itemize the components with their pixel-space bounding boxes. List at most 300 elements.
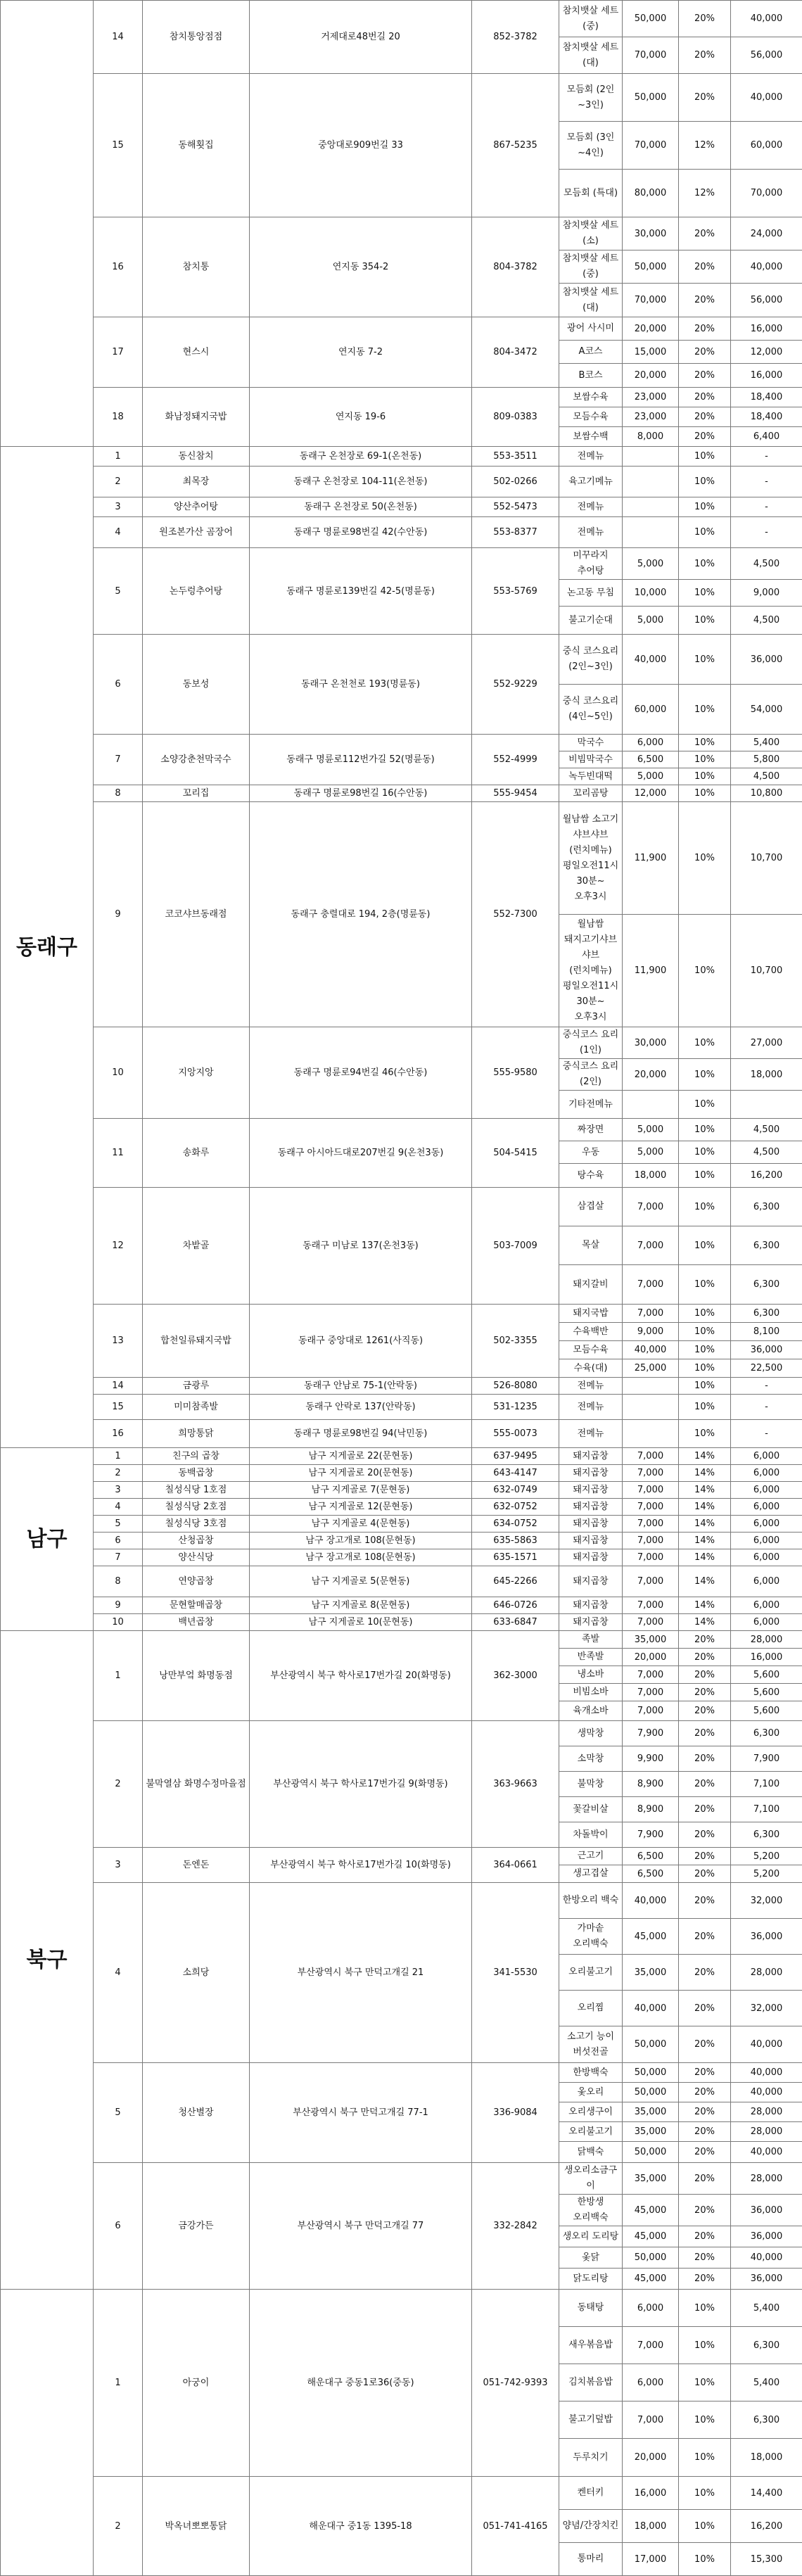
- menu-item: 전메뉴: [559, 1395, 623, 1420]
- discount-rate: 20%: [679, 1649, 731, 1666]
- menu-item: 돼지곱창: [559, 1614, 623, 1631]
- menu-item: 목살: [559, 1226, 623, 1265]
- table-row: [1, 1549, 802, 1566]
- store-number: 5: [94, 2063, 143, 2163]
- table-row: [1, 388, 802, 407]
- sale-price: 36,000: [731, 2226, 802, 2247]
- regular-price: 8,900: [623, 1772, 679, 1797]
- store-name: 양산식당: [143, 1549, 250, 1566]
- sale-price: 16,000: [731, 317, 802, 341]
- regular-price: 7,900: [623, 1822, 679, 1848]
- discount-rate: 14%: [679, 1448, 731, 1465]
- discount-rate: 20%: [679, 2122, 731, 2142]
- store-name: 문현할매곱창: [143, 1597, 250, 1614]
- menu-item: 모듬수육: [559, 407, 623, 427]
- store-name: 지앙지앙: [143, 1027, 250, 1119]
- discount-rate: 10%: [679, 1323, 731, 1341]
- menu-item: 근고기: [559, 1848, 623, 1865]
- store-phone: 553-8377: [472, 517, 559, 548]
- sale-price: 6,000: [731, 1566, 802, 1597]
- regular-price: 7,000: [623, 1684, 679, 1701]
- regular-price: 23,000: [623, 407, 679, 427]
- store-phone: 552-7300: [472, 802, 559, 1027]
- discount-rate: 10%: [679, 1141, 731, 1164]
- store-phone: 852-3782: [472, 1, 559, 74]
- sale-price: 28,000: [731, 2163, 802, 2195]
- store-name: 연양곱창: [143, 1566, 250, 1597]
- regular-price: 40,000: [623, 1991, 679, 2026]
- regular-price: 20,000: [623, 1059, 679, 1091]
- regular-price: 50,000: [623, 1, 679, 37]
- regular-price: 11,900: [623, 802, 679, 915]
- store-name: 아궁이: [143, 2290, 250, 2477]
- sale-price: 40,000: [731, 2142, 802, 2163]
- regular-price: [623, 1091, 679, 1119]
- discount-rate: 10%: [679, 1091, 731, 1119]
- regular-price: 45,000: [623, 1919, 679, 1955]
- regular-price: 7,000: [623, 1666, 679, 1684]
- sale-price: [731, 1091, 802, 1119]
- store-address: 남구 지게골로 7(문현동): [250, 1482, 472, 1499]
- sale-price: 9,000: [731, 580, 802, 607]
- store-address: 동래구 충렬대로 194, 2층(명륜동): [250, 802, 472, 1027]
- store-name: 돈엔돈: [143, 1848, 250, 1883]
- store-number: 4: [94, 1499, 143, 1516]
- menu-item: 중식코스 요리(1인): [559, 1027, 623, 1059]
- sale-price: 28,000: [731, 1955, 802, 1991]
- store-phone: 552-4999: [472, 735, 559, 785]
- menu-item: 중식코스 요리(2인): [559, 1059, 623, 1091]
- regular-price: 20,000: [623, 364, 679, 388]
- store-name: 화남정돼지국밥: [143, 388, 250, 447]
- sale-price: 56,000: [731, 284, 802, 317]
- menu-item: 돼지곱창: [559, 1566, 623, 1597]
- table-row: [1, 1482, 802, 1499]
- regular-price: 7,000: [623, 1533, 679, 1549]
- store-phone: 503-7009: [472, 1188, 559, 1305]
- sale-price: 40,000: [731, 2083, 802, 2102]
- menu-item: 육고기메뉴: [559, 467, 623, 497]
- regular-price: 50,000: [623, 2063, 679, 2083]
- store-name: 박옥녀뽀뽀통닭: [143, 2477, 250, 2576]
- store-number: 9: [94, 1597, 143, 1614]
- discount-rate: 10%: [679, 1059, 731, 1091]
- sale-price: 36,000: [731, 1341, 802, 1359]
- sale-price: 6,000: [731, 1499, 802, 1516]
- store-name: 참치통앙점점: [143, 1, 250, 74]
- discount-rate: 20%: [679, 2083, 731, 2102]
- regular-price: 11,900: [623, 915, 679, 1027]
- regular-price: [623, 467, 679, 497]
- menu-item: 모듬수육: [559, 1341, 623, 1359]
- discount-rate: 20%: [679, 1822, 731, 1848]
- discount-rate: 10%: [679, 1420, 731, 1448]
- discount-rate: 10%: [679, 1341, 731, 1359]
- store-number: 15: [94, 74, 143, 217]
- store-number: 16: [94, 1420, 143, 1448]
- regular-price: [623, 497, 679, 517]
- district-cell: 남구: [1, 1448, 94, 1631]
- menu-item: 동태탕: [559, 2290, 623, 2327]
- menu-item: 참치뱃살 세트(대): [559, 284, 623, 317]
- menu-item: 참치뱃살 세트(대): [559, 37, 623, 74]
- store-number: 15: [94, 1395, 143, 1420]
- sale-price: 4,500: [731, 607, 802, 635]
- regular-price: 18,000: [623, 2510, 679, 2543]
- menu-item: 반족발: [559, 1649, 623, 1666]
- store-address: 남구 지게골로 20(문현동): [250, 1465, 472, 1482]
- sale-price: 5,600: [731, 1666, 802, 1684]
- store-number: 9: [94, 802, 143, 1027]
- discount-rate: 20%: [679, 1666, 731, 1684]
- store-phone: 635-1571: [472, 1549, 559, 1566]
- regular-price: 7,000: [623, 2327, 679, 2364]
- discount-rate: 10%: [679, 1395, 731, 1420]
- discount-rate: 14%: [679, 1499, 731, 1516]
- store-number: 3: [94, 497, 143, 517]
- regular-price: 45,000: [623, 2226, 679, 2247]
- sale-price: 40,000: [731, 74, 802, 122]
- regular-price: 23,000: [623, 388, 679, 407]
- regular-price: 18,000: [623, 1164, 679, 1188]
- menu-item: 양념/간장치킨: [559, 2510, 623, 2543]
- menu-item: 냉소바: [559, 1666, 623, 1684]
- store-name: 최목장: [143, 467, 250, 497]
- store-address: 동래구 온천장로 69-1(온천동): [250, 447, 472, 467]
- sale-price: 16,200: [731, 2510, 802, 2543]
- sale-price: 4,500: [731, 548, 802, 580]
- table-row: [1, 2063, 802, 2083]
- sale-price: 36,000: [731, 1919, 802, 1955]
- store-number: 18: [94, 388, 143, 447]
- regular-price: 6,000: [623, 735, 679, 751]
- sale-price: 7,100: [731, 1772, 802, 1797]
- discount-rate: 10%: [679, 548, 731, 580]
- table-row: [1, 1188, 802, 1226]
- store-address: 동래구 중앙대로 1261(사직동): [250, 1305, 472, 1378]
- discount-rate: 20%: [679, 427, 731, 447]
- discount-rate: 20%: [679, 2269, 731, 2290]
- regular-price: [623, 517, 679, 548]
- store-name: 송화루: [143, 1119, 250, 1188]
- discount-rate: 20%: [679, 1746, 731, 1772]
- store-phone: 332-2842: [472, 2163, 559, 2290]
- regular-price: 7,000: [623, 1701, 679, 1721]
- regular-price: 7,000: [623, 1226, 679, 1265]
- regular-price: 7,000: [623, 1482, 679, 1499]
- sale-price: 10,700: [731, 802, 802, 915]
- discount-rate: 10%: [679, 1164, 731, 1188]
- discount-rate: 10%: [679, 580, 731, 607]
- discount-rate: 20%: [679, 1883, 731, 1919]
- store-number: 11: [94, 1119, 143, 1188]
- menu-item: 전메뉴: [559, 497, 623, 517]
- menu-item: 전메뉴: [559, 447, 623, 467]
- discount-rate: 20%: [679, 388, 731, 407]
- menu-item: 생고겹살: [559, 1865, 623, 1883]
- discount-rate: 10%: [679, 635, 731, 685]
- discount-rate: 10%: [679, 2401, 731, 2439]
- sale-price: 12,000: [731, 341, 802, 364]
- district-cell: 북구: [1, 1631, 94, 2290]
- regular-price: 50,000: [623, 250, 679, 284]
- table-row: [1, 1027, 802, 1059]
- regular-price: 12,000: [623, 785, 679, 802]
- menu-item: 돼지곱창: [559, 1597, 623, 1614]
- regular-price: 7,000: [623, 1614, 679, 1631]
- discount-rate: 20%: [679, 1848, 731, 1865]
- store-address: 남구 지게골로 8(문현동): [250, 1597, 472, 1614]
- menu-item: 참치뱃살 세트(소): [559, 217, 623, 250]
- sale-price: 15,300: [731, 2543, 802, 2576]
- store-phone: 526-8080: [472, 1378, 559, 1395]
- regular-price: 6,000: [623, 2364, 679, 2401]
- store-phone: 555-0073: [472, 1420, 559, 1448]
- regular-price: 9,900: [623, 1746, 679, 1772]
- regular-price: 50,000: [623, 2026, 679, 2063]
- menu-item: 차돌박이: [559, 1822, 623, 1848]
- sale-price: 60,000: [731, 122, 802, 170]
- table-row: [1, 1378, 802, 1395]
- store-address: 동래구 미남로 137(온천3동): [250, 1188, 472, 1305]
- menu-item: A코스: [559, 341, 623, 364]
- store-address: 남구 지게골로 5(문현동): [250, 1566, 472, 1597]
- menu-item: 새우볶음밥: [559, 2327, 623, 2364]
- menu-item: 족발: [559, 1631, 623, 1649]
- regular-price: 7,000: [623, 1549, 679, 1566]
- store-phone: 362-3000: [472, 1631, 559, 1721]
- store-address: 동래구 명륜로139번길 42-5(명륜동): [250, 548, 472, 635]
- regular-price: 5,000: [623, 548, 679, 580]
- store-name: 금강가든: [143, 2163, 250, 2290]
- menu-item: 불막창: [559, 1772, 623, 1797]
- discount-rate: 20%: [679, 1721, 731, 1746]
- regular-price: [623, 1420, 679, 1448]
- menu-item: 중식 코스요리 (2인~3인): [559, 635, 623, 685]
- menu-item: 탕수육: [559, 1164, 623, 1188]
- discount-rate: 20%: [679, 1955, 731, 1991]
- menu-item: 한방생 오리백숙: [559, 2195, 623, 2226]
- sale-price: 28,000: [731, 2102, 802, 2122]
- store-number: 2: [94, 2477, 143, 2576]
- sale-price: 40,000: [731, 250, 802, 284]
- discount-rate: 20%: [679, 1772, 731, 1797]
- discount-rate: 10%: [679, 2290, 731, 2327]
- sale-price: 5,400: [731, 2290, 802, 2327]
- menu-item: 중식 코스요리 (4인~5인): [559, 685, 623, 735]
- discount-rate: 14%: [679, 1597, 731, 1614]
- menu-item: 두루치기: [559, 2439, 623, 2477]
- discount-rate: 20%: [679, 284, 731, 317]
- sale-price: 40,000: [731, 2247, 802, 2269]
- store-name: 칠성식당 1호점: [143, 1482, 250, 1499]
- menu-item: 미꾸라지 추어탕: [559, 548, 623, 580]
- discount-rate: 10%: [679, 785, 731, 802]
- store-number: 10: [94, 1614, 143, 1631]
- store-address: 남구 지게골로 12(문현동): [250, 1499, 472, 1516]
- menu-item: 오리찜: [559, 1991, 623, 2026]
- store-phone: 635-5863: [472, 1533, 559, 1549]
- table-row: [1, 517, 802, 548]
- table-row: [1, 217, 802, 250]
- regular-price: 35,000: [623, 2102, 679, 2122]
- sale-price: 24,000: [731, 217, 802, 250]
- sale-price: 36,000: [731, 635, 802, 685]
- store-name: 동백곱창: [143, 1465, 250, 1482]
- sale-price: 18,400: [731, 388, 802, 407]
- regular-price: 6,500: [623, 1848, 679, 1865]
- store-name: 논두렁추어탕: [143, 548, 250, 635]
- store-phone: 867-5235: [472, 74, 559, 217]
- discount-rate: 20%: [679, 74, 731, 122]
- discount-rate: 10%: [679, 447, 731, 467]
- sale-price: 16,000: [731, 1649, 802, 1666]
- regular-price: 45,000: [623, 2269, 679, 2290]
- regular-price: 7,000: [623, 1305, 679, 1323]
- regular-price: 6,000: [623, 2290, 679, 2327]
- sale-price: 16,000: [731, 364, 802, 388]
- discount-rate: 10%: [679, 467, 731, 497]
- store-address: 부산광역시 북구 만덕고개길 77-1: [250, 2063, 472, 2163]
- store-address: 부산광역시 북구 학사로17번가길 10(화명동): [250, 1848, 472, 1883]
- store-address: 동래구 아시아드대로207번길 9(온천3동): [250, 1119, 472, 1188]
- table-row: [1, 317, 802, 341]
- sale-price: 5,200: [731, 1865, 802, 1883]
- store-number: 16: [94, 217, 143, 317]
- menu-item: 돼지국밥: [559, 1305, 623, 1323]
- table-row: [1, 1721, 802, 1746]
- sale-price: 5,400: [731, 735, 802, 751]
- menu-item: B코스: [559, 364, 623, 388]
- discount-rate: 10%: [679, 2510, 731, 2543]
- store-name: 동해횟집: [143, 74, 250, 217]
- store-name: 동보성: [143, 635, 250, 735]
- store-name: 동신참치: [143, 447, 250, 467]
- table-row: [1, 635, 802, 685]
- store-phone: 632-0749: [472, 1482, 559, 1499]
- discount-rate: 20%: [679, 341, 731, 364]
- regular-price: 70,000: [623, 284, 679, 317]
- discount-rate: 14%: [679, 1516, 731, 1533]
- menu-item: 돼지곱창: [559, 1465, 623, 1482]
- store-name: 불막열삼 화명수정마을점: [143, 1721, 250, 1848]
- menu-item: 돼지곱창: [559, 1499, 623, 1516]
- sale-price: 6,300: [731, 1305, 802, 1323]
- discount-rate: 14%: [679, 1465, 731, 1482]
- regular-price: 7,000: [623, 1448, 679, 1465]
- store-phone: 633-6847: [472, 1614, 559, 1631]
- regular-price: 35,000: [623, 2122, 679, 2142]
- menu-item: 모듬회 (3인~4인): [559, 122, 623, 170]
- discount-rate: 20%: [679, 2142, 731, 2163]
- table-row: [1, 1119, 802, 1141]
- store-phone: 502-0266: [472, 467, 559, 497]
- store-phone: 809-0383: [472, 388, 559, 447]
- menu-item: 참치뱃살 세트(중): [559, 250, 623, 284]
- store-number: 7: [94, 735, 143, 785]
- menu-item: 오리불고기: [559, 2122, 623, 2142]
- sale-price: 14,400: [731, 2477, 802, 2510]
- store-name: 친구의 곱창: [143, 1448, 250, 1465]
- menu-item: 닭백숙: [559, 2142, 623, 2163]
- store-number: 7: [94, 1549, 143, 1566]
- menu-item: 짜장면: [559, 1119, 623, 1141]
- discount-rate: 10%: [679, 1119, 731, 1141]
- discount-rate: 10%: [679, 2543, 731, 2576]
- regular-price: 5,000: [623, 768, 679, 785]
- store-phone: 555-9454: [472, 785, 559, 802]
- table-row: [1, 1848, 802, 1865]
- menu-item: 소막창: [559, 1746, 623, 1772]
- discount-rate: 10%: [679, 2477, 731, 2510]
- store-phone: 552-5473: [472, 497, 559, 517]
- regular-price: 40,000: [623, 1883, 679, 1919]
- sale-price: 8,100: [731, 1323, 802, 1341]
- discount-rate: 10%: [679, 1265, 731, 1305]
- store-name: 칠성식당 2호점: [143, 1499, 250, 1516]
- table-row: [1, 74, 802, 122]
- store-phone: 531-1235: [472, 1395, 559, 1420]
- table-row: [1, 1631, 802, 1649]
- menu-item: 불고기덮밥: [559, 2401, 623, 2439]
- regular-price: 7,900: [623, 1721, 679, 1746]
- menu-item: 꽃갈비살: [559, 1797, 623, 1822]
- store-phone: 504-5415: [472, 1119, 559, 1188]
- sale-price: -: [731, 1420, 802, 1448]
- sale-price: -: [731, 497, 802, 517]
- store-address: 부산광역시 북구 만덕고개길 77: [250, 2163, 472, 2290]
- sale-price: -: [731, 1378, 802, 1395]
- store-number: 3: [94, 1848, 143, 1883]
- store-address: 동래구 명륜로98번길 42(수안동): [250, 517, 472, 548]
- menu-item: 돼지곱창: [559, 1549, 623, 1566]
- menu-item: 월남쌈 소고기 샤브샤브(런치메뉴) 평일오전11시 30분~오후3시: [559, 802, 623, 915]
- menu-item: 수육(대): [559, 1359, 623, 1378]
- regular-price: 7,000: [623, 1499, 679, 1516]
- regular-price: 60,000: [623, 685, 679, 735]
- table-row: [1, 2290, 802, 2327]
- store-phone: 646-0726: [472, 1597, 559, 1614]
- discount-rate: 20%: [679, 2226, 731, 2247]
- store-name: 코코샤브동래점: [143, 802, 250, 1027]
- sale-price: -: [731, 467, 802, 497]
- store-phone: 363-9663: [472, 1721, 559, 1848]
- table-row: [1, 497, 802, 517]
- menu-item: 켄터키: [559, 2477, 623, 2510]
- store-phone: 364-0661: [472, 1848, 559, 1883]
- discount-rate: 20%: [679, 37, 731, 74]
- regular-price: 7,000: [623, 1597, 679, 1614]
- discount-rate: 10%: [679, 768, 731, 785]
- store-phone: 643-4147: [472, 1465, 559, 1482]
- store-name: 백년곱창: [143, 1614, 250, 1631]
- store-address: 해운대구 중동1로36(중동): [250, 2290, 472, 2477]
- sale-price: 10,700: [731, 915, 802, 1027]
- store-phone: 555-9580: [472, 1027, 559, 1119]
- menu-item: 전메뉴: [559, 1420, 623, 1448]
- sale-price: 5,200: [731, 1848, 802, 1865]
- discount-rate: 20%: [679, 2163, 731, 2195]
- table-row: [1, 1566, 802, 1597]
- discount-rate: 20%: [679, 2247, 731, 2269]
- discount-rate: 20%: [679, 2195, 731, 2226]
- regular-price: 50,000: [623, 2083, 679, 2102]
- store-address: 동래구 온천장로 50(온천동): [250, 497, 472, 517]
- discount-rate: 10%: [679, 1359, 731, 1378]
- discount-rate: 10%: [679, 2364, 731, 2401]
- store-name: 미미참족발: [143, 1395, 250, 1420]
- menu-item: 돼지곱창: [559, 1482, 623, 1499]
